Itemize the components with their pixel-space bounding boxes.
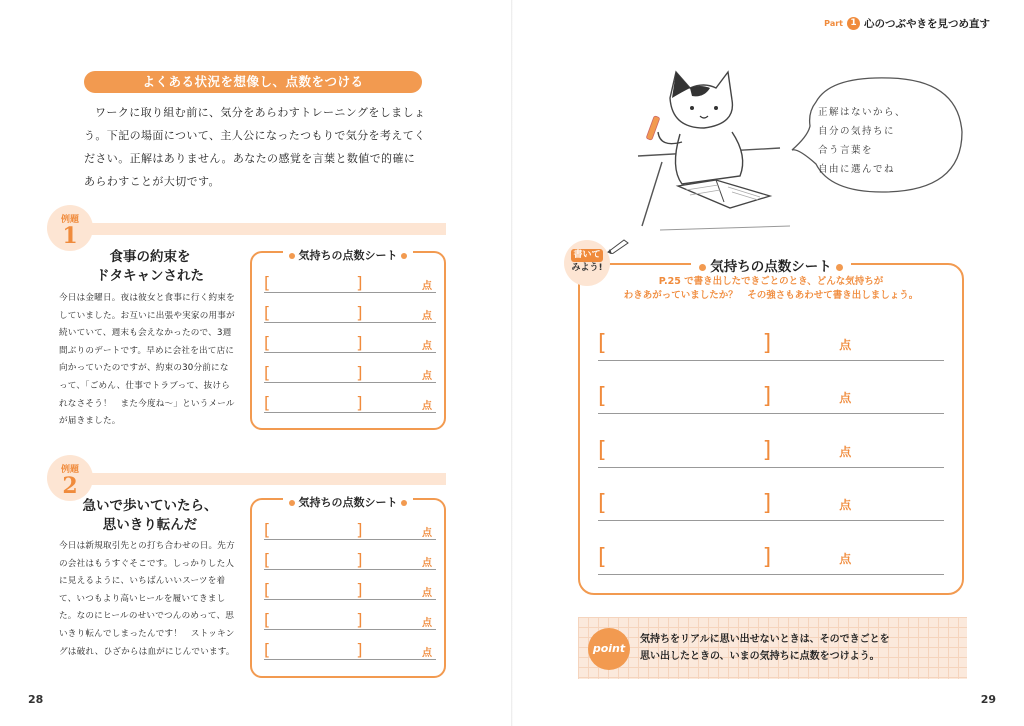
example-title-line: ドタキャンされた bbox=[96, 268, 204, 284]
example-2-body: 今日は新規取引先との打ち合わせの日。先方の会社はもうすぐそこです。しっかりした人に見えるように、いちばんいいスーツを着て、いつもより高いヒールを履いてきました。なのにヒールのせいでつんのめって、思いきり転んでしまったんです！ ストッキングは破れ、ひざからは血がにじんでいます。 bbox=[59, 541, 235, 657]
score-row[interactable] bbox=[264, 353, 436, 383]
score-row[interactable] bbox=[264, 510, 436, 540]
point-box bbox=[578, 617, 967, 679]
right-bracket: ] bbox=[356, 610, 363, 629]
sheet-title-text: 気持ちの点数シート bbox=[298, 249, 398, 262]
example-1-strip bbox=[54, 223, 446, 235]
point-line: 思い出したときの、いまの気持ちに点数をつけよう。 bbox=[640, 651, 880, 662]
main-sheet-rows bbox=[598, 307, 944, 575]
left-bracket: [ bbox=[264, 580, 271, 599]
points-label: 点 bbox=[422, 618, 432, 629]
left-bracket: [ bbox=[264, 333, 271, 352]
right-bracket: ] bbox=[762, 544, 772, 570]
example-title-line: 食事の約束を bbox=[109, 249, 191, 265]
section-banner: よくある状況を想像し、点数をつける bbox=[84, 71, 422, 93]
score-row[interactable] bbox=[264, 570, 436, 600]
left-bracket: [ bbox=[264, 550, 271, 569]
score-row[interactable] bbox=[264, 323, 436, 353]
main-sheet-title bbox=[580, 255, 962, 275]
points-label: 点 bbox=[422, 311, 432, 322]
score-row[interactable] bbox=[264, 540, 436, 570]
score-row[interactable] bbox=[264, 383, 436, 413]
point-text bbox=[640, 631, 890, 665]
points-label: 点 bbox=[422, 558, 432, 569]
speech-line: 合う言葉を bbox=[818, 145, 874, 156]
left-bracket: [ bbox=[264, 393, 271, 412]
points-label: 点 bbox=[839, 498, 852, 512]
point-line: 気持ちをリアルに思い出せないときは、そのできごとを bbox=[640, 634, 890, 645]
points-label: 点 bbox=[839, 444, 852, 459]
running-head bbox=[824, 16, 990, 31]
speech-line: 正解はないから、 bbox=[818, 107, 907, 118]
right-bracket: ] bbox=[356, 550, 363, 569]
part-label: Part bbox=[824, 19, 843, 28]
write-it-badge bbox=[564, 240, 610, 286]
dot-icon bbox=[401, 253, 407, 259]
sheet-title bbox=[252, 491, 444, 510]
speech-line: 自由に選んでね bbox=[818, 164, 896, 175]
points-label: 点 bbox=[422, 528, 432, 539]
left-bracket: [ bbox=[264, 640, 271, 659]
main-sheet-instructions bbox=[580, 275, 962, 303]
dot-icon bbox=[699, 264, 706, 271]
points-label: 点 bbox=[839, 337, 852, 352]
right-bracket: ] bbox=[762, 384, 772, 409]
points-label: 点 bbox=[422, 648, 432, 659]
points-label: 点 bbox=[422, 401, 432, 412]
example-label: 例題 bbox=[60, 465, 79, 475]
right-bracket: ] bbox=[356, 273, 363, 292]
score-row[interactable] bbox=[264, 293, 436, 323]
write-badge-line2: みよう! bbox=[571, 263, 603, 273]
speech-text bbox=[818, 103, 906, 179]
part-number: 1 bbox=[847, 17, 860, 30]
sheet-title bbox=[252, 244, 444, 263]
score-row[interactable] bbox=[264, 263, 436, 293]
left-bracket: [ bbox=[264, 363, 271, 382]
points-label: 点 bbox=[839, 551, 852, 566]
gutter bbox=[511, 0, 513, 726]
example-1-score-sheet bbox=[250, 251, 446, 430]
example-1-body: 今日は金曜日。夜は彼女と食事に行く約束をしていました。お互いに出張や実家の用事が続いていて、週末も会えなかったので、3週間ぶりのデートです。早めに会社を出て店に向かっていたのですが、約束の30分前になって、「ごめん、仕事でトラブって、抜けられなさそう！ また今度ね〜」というメールが届きました。 bbox=[59, 293, 235, 427]
example-2-title bbox=[60, 497, 240, 535]
page-number-right: 29 bbox=[980, 693, 996, 706]
example-label: 例題 bbox=[60, 215, 79, 225]
left-bracket: [ bbox=[598, 330, 607, 356]
left-bracket: [ bbox=[598, 437, 607, 463]
dot-icon bbox=[289, 253, 295, 259]
score-row[interactable] bbox=[598, 307, 944, 361]
left-bracket: [ bbox=[598, 384, 607, 409]
example-number: 2 bbox=[62, 473, 78, 499]
left-bracket: [ bbox=[264, 520, 271, 539]
score-row[interactable] bbox=[598, 468, 944, 522]
pencil-icon bbox=[606, 238, 630, 254]
points-label: 点 bbox=[422, 371, 432, 382]
right-bracket: ] bbox=[356, 580, 363, 599]
left-bracket: [ bbox=[598, 491, 607, 516]
right-bracket: ] bbox=[762, 437, 772, 463]
left-bracket: [ bbox=[264, 303, 271, 322]
left-bracket: [ bbox=[264, 273, 271, 292]
right-bracket: ] bbox=[356, 363, 363, 382]
points-label: 点 bbox=[839, 391, 852, 405]
cat-illustration bbox=[620, 58, 800, 236]
right-bracket: ] bbox=[762, 330, 772, 356]
write-badge-line1: 書いて bbox=[573, 250, 601, 260]
right-bracket: ] bbox=[356, 393, 363, 412]
intro-text: ワークに取り組む前に、気分をあらわすトレーニングをしましょう。下記の場面について、主人公になったつもりで気分を考えてください。正解はありません。あなたの感覚を言葉と数値で的確にあらわすことが大切です。 bbox=[84, 106, 426, 188]
right-bracket: ] bbox=[762, 491, 772, 516]
left-bracket: [ bbox=[264, 610, 271, 629]
example-1-badge bbox=[47, 205, 93, 251]
right-bracket: ] bbox=[356, 640, 363, 659]
points-label: 点 bbox=[422, 341, 432, 352]
score-row[interactable] bbox=[598, 414, 944, 468]
example-1-title bbox=[60, 248, 240, 286]
left-bracket: [ bbox=[598, 544, 607, 570]
example-number: 1 bbox=[62, 223, 78, 249]
score-row[interactable] bbox=[264, 600, 436, 630]
dot-icon bbox=[836, 264, 843, 271]
point-badge: point bbox=[588, 628, 630, 670]
right-bracket: ] bbox=[356, 303, 363, 322]
page-number-left: 28 bbox=[28, 693, 44, 706]
main-score-sheet bbox=[578, 259, 964, 595]
score-row[interactable] bbox=[598, 521, 944, 575]
right-bracket: ] bbox=[356, 520, 363, 539]
chapter-title: 心のつぶやきを見つめ直す bbox=[864, 18, 990, 30]
example-2-strip bbox=[54, 473, 446, 485]
speech-line: 自分の気持ちに bbox=[818, 126, 896, 137]
instruction-line: P.25 で書き出したできごとのとき、どんな気持ちが bbox=[658, 276, 884, 287]
example-title-line: 急いで歩いていたら、 bbox=[82, 498, 218, 514]
points-label: 点 bbox=[422, 281, 432, 292]
sheet-title-text: 気持ちの点数シート bbox=[298, 496, 398, 509]
instruction-line: わきあがっていましたか？ その強さもあわせて書き出しましょう。 bbox=[623, 290, 919, 301]
main-sheet-title-text: 気持ちの点数シート bbox=[710, 259, 832, 275]
score-row[interactable] bbox=[264, 630, 436, 660]
example-2-badge bbox=[47, 455, 93, 501]
right-bracket: ] bbox=[356, 333, 363, 352]
example-2-score-sheet bbox=[250, 498, 446, 678]
score-row[interactable] bbox=[598, 361, 944, 415]
dot-icon bbox=[401, 500, 407, 506]
example-title-line: 思いきり転んだ bbox=[102, 517, 198, 533]
points-label: 点 bbox=[422, 588, 432, 599]
dot-icon bbox=[289, 500, 295, 506]
